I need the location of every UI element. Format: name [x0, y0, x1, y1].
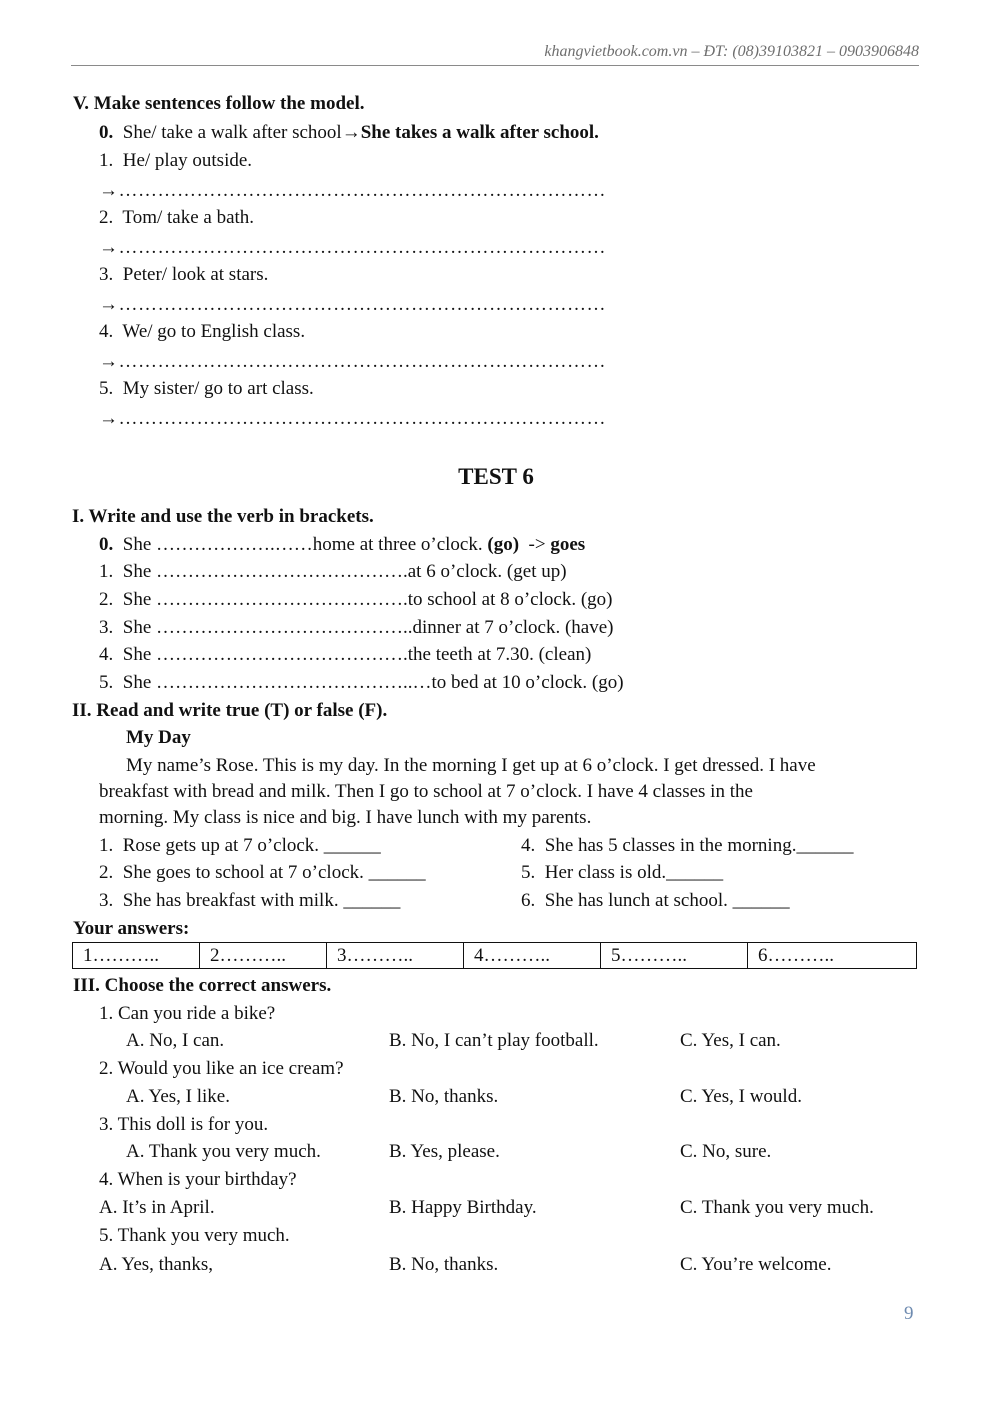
answers-label: Your answers:: [73, 918, 190, 939]
answer-cell[interactable]: 3………..: [327, 943, 464, 969]
question: 3. This doll is for you.: [99, 1114, 269, 1135]
answer-cell[interactable]: 2………..: [200, 943, 327, 969]
page-number: 9: [904, 1303, 914, 1324]
option-a[interactable]: A. No, I can.: [126, 1030, 225, 1051]
statement[interactable]: [521, 890, 790, 912]
statement[interactable]: [521, 862, 723, 884]
item-text: She …………………………………..…to bed at 10 o’clock. (go): [122, 672, 624, 693]
passage-line: breakfast with bread and milk. Then I go to school at 7 o’clock. I have 4 classes in the: [99, 781, 753, 802]
option-c[interactable]: C. No, sure.: [680, 1141, 772, 1162]
answer-line[interactable]: →…………………………………………………………………: [99, 180, 606, 201]
item-number: 2.: [99, 589, 114, 610]
answer-cell[interactable]: 5………..: [601, 943, 748, 969]
question: 2. Would you like an ice cream?: [99, 1058, 344, 1079]
item-number: 5.: [99, 672, 114, 693]
passage-line: morning. My class is nice and big. I have lunch with my parents.: [99, 807, 592, 828]
answer-line[interactable]: →…………………………………………………………………: [99, 408, 606, 429]
section-i-example: [99, 534, 585, 556]
example-text: She ……………….……home at three o’clock.: [122, 534, 483, 555]
arrow-icon: →: [341, 122, 361, 143]
item-number: 4.: [99, 644, 114, 665]
answer-line[interactable]: →…………………………………………………………………: [99, 237, 606, 258]
passage-line: My name’s Rose. This is my day. In the morning I get up at 6 o’clock. I get dressed. I have: [126, 755, 816, 776]
section-iii-title: III. Choose the correct answers.: [73, 975, 332, 996]
section-v-example: [99, 122, 599, 144]
item-prompt: My sister/ go to art class.: [122, 378, 314, 399]
item-number: 5.: [99, 378, 114, 399]
section-v-title: V. Make sentences follow the model.: [73, 93, 365, 114]
statement-number: 4.: [521, 835, 536, 856]
statement[interactable]: [99, 890, 400, 912]
answer-line[interactable]: →…………………………………………………………………: [99, 294, 606, 315]
item-text: She ………………………………….the teeth at 7.30. (clean): [122, 644, 592, 665]
option-b[interactable]: B. No, thanks.: [389, 1254, 499, 1275]
item-number: 3.: [99, 617, 114, 638]
item-number: 3.: [99, 264, 114, 285]
statement-text: She goes to school at 7 o’clock. ______: [122, 862, 426, 883]
page-header: khangvietbook.com.vn – ĐT: (08)39103821 – 0903906848: [71, 43, 919, 66]
question: 4. When is your birthday?: [99, 1169, 297, 1190]
section-i-item[interactable]: [99, 672, 624, 694]
example-prompt: She/ take a walk after school: [122, 122, 342, 143]
section-v-item: [99, 150, 252, 172]
statement[interactable]: [99, 835, 381, 857]
section-v-item: [99, 378, 314, 400]
section-v-item: [99, 321, 305, 343]
statement-number: 6.: [521, 890, 536, 911]
statement-number: 5.: [521, 862, 536, 883]
statement-number: 3.: [99, 890, 114, 911]
item-number: 4.: [99, 321, 114, 342]
example-answer: She takes a walk after school.: [360, 122, 599, 143]
section-i-item[interactable]: [99, 589, 612, 611]
example-answer: goes: [550, 534, 586, 555]
statement-number: 1.: [99, 835, 114, 856]
option-b[interactable]: B. Yes, please.: [389, 1141, 500, 1162]
item-number: 1.: [99, 150, 114, 171]
option-c[interactable]: C. Yes, I would.: [680, 1086, 802, 1107]
statement[interactable]: [99, 862, 426, 884]
question: 5. Thank you very much.: [99, 1225, 290, 1246]
item-text: She …………………………………..dinner at 7 o’clock. (have): [122, 617, 614, 638]
answer-cell[interactable]: 4………..: [464, 943, 601, 969]
item-text: She ………………………………….to school at 8 o’clock. (go): [122, 589, 613, 610]
option-a[interactable]: A. Thank you very much.: [126, 1141, 321, 1162]
section-i-item[interactable]: [99, 561, 567, 583]
statement-text: Her class is old.______: [544, 862, 724, 883]
option-c[interactable]: C. You’re welcome.: [680, 1254, 832, 1275]
section-i-item[interactable]: [99, 644, 591, 666]
section-v-item: [99, 207, 254, 229]
section-v-item: [99, 264, 268, 286]
item-prompt: He/ play outside.: [122, 150, 253, 171]
section-ii-title: II. Read and write true (T) or false (F).: [72, 700, 388, 721]
item-number: 2.: [99, 207, 114, 228]
answers-row: [73, 943, 917, 969]
statement-text: She has 5 classes in the morning.______: [544, 835, 854, 856]
option-b[interactable]: B. No, I can’t play football.: [389, 1030, 599, 1051]
item-prompt: Peter/ look at stars.: [122, 264, 269, 285]
option-b[interactable]: B. No, thanks.: [389, 1086, 499, 1107]
statement-number: 2.: [99, 862, 114, 883]
item-prompt: We/ go to English class.: [122, 321, 306, 342]
question: 1. Can you ride a bike?: [99, 1003, 276, 1024]
answer-line[interactable]: →…………………………………………………………………: [99, 351, 606, 372]
section-i-title: I. Write and use the verb in brackets.: [72, 506, 374, 527]
statement[interactable]: [521, 835, 853, 857]
item-prompt: Tom/ take a bath.: [122, 207, 255, 228]
item-text: She ………………………………….at 6 o’clock. (get up): [122, 561, 567, 582]
section-i-item[interactable]: [99, 617, 614, 639]
example-number: 0.: [99, 534, 114, 555]
statement-text: Rose gets up at 7 o’clock. ______: [122, 835, 381, 856]
statement-text: She has breakfast with milk. ______: [122, 890, 401, 911]
answer-cell[interactable]: 6………..: [748, 943, 917, 969]
arrow-icon: ->: [528, 534, 546, 555]
test-title: TEST 6: [458, 464, 534, 489]
example-number: 0.: [99, 122, 114, 143]
answers-table: [72, 942, 917, 969]
option-a[interactable]: A. Yes, I like.: [126, 1086, 230, 1107]
option-c[interactable]: C. Thank you very much.: [680, 1197, 874, 1218]
example-verb: (go): [487, 534, 520, 555]
passage-title: My Day: [126, 727, 191, 748]
option-a[interactable]: A. Yes, thanks,: [99, 1254, 214, 1275]
option-b[interactable]: B. Happy Birthday.: [389, 1197, 537, 1218]
option-a[interactable]: A. It’s in April.: [99, 1197, 215, 1218]
statement-text: She has lunch at school. ______: [544, 890, 790, 911]
answer-cell[interactable]: 1………..: [73, 943, 200, 969]
option-c[interactable]: C. Yes, I can.: [680, 1030, 781, 1051]
item-number: 1.: [99, 561, 114, 582]
